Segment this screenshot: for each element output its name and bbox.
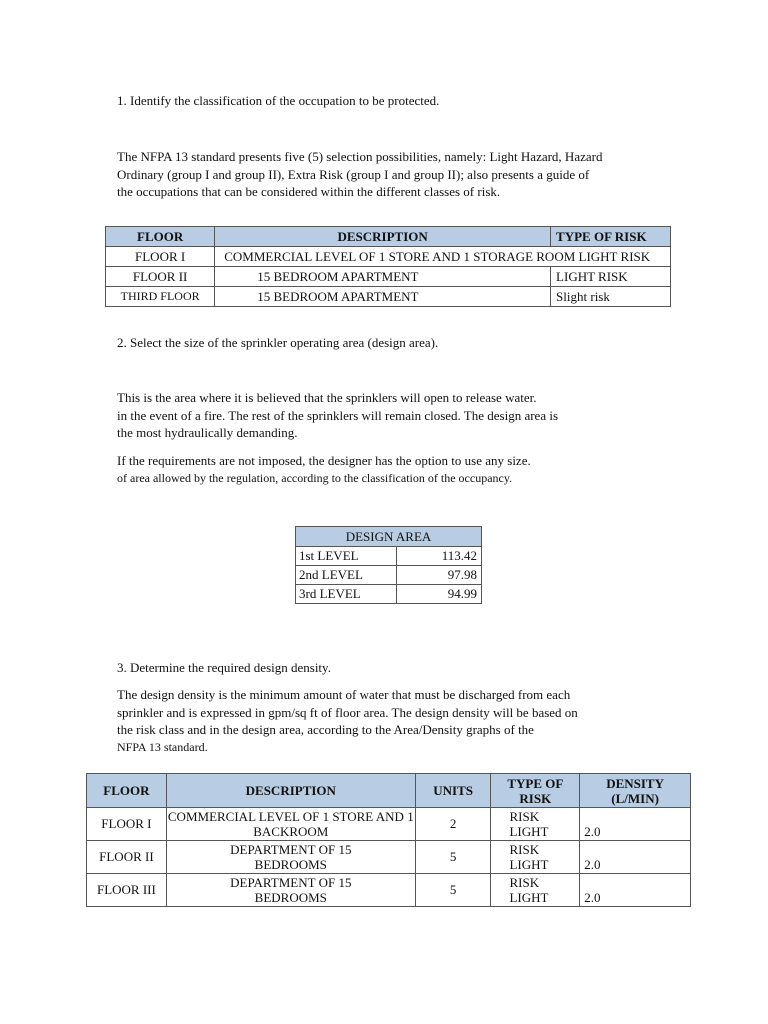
paragraph-line: the risk class and in the design area, according to the Area/Density graphs of the <box>117 722 534 737</box>
cell-units: 5 <box>415 874 491 907</box>
paragraph-line: in the event of a fire. The rest of the sprinklers will remain closed. The design area is <box>117 407 559 423</box>
cell-floor: FLOOR III <box>87 874 167 907</box>
cell-area: 94.99 <box>397 585 482 604</box>
header-density: DENSITY (L/MIN) <box>580 774 691 808</box>
section2-heading: 2. Select the size of the sprinkler operating area (design area). <box>117 335 439 350</box>
cell-units: 5 <box>415 841 491 874</box>
header-description: DESCRIPTION <box>166 774 415 808</box>
cell-description-risk: COMMERCIAL LEVEL OF 1 STORE AND 1 STORAGE ROOM LIGHT RISK <box>215 247 671 267</box>
cell-floor: FLOOR I <box>106 247 215 267</box>
design-density-table <box>86 773 691 907</box>
cell-floor: THIRD FLOOR <box>106 287 215 307</box>
table-row <box>296 547 482 566</box>
risk-classification-table <box>105 226 671 307</box>
paragraph-line: This is the area where it is believed that the sprinklers will open to release water. <box>117 390 537 405</box>
section1-heading: 1. Identify the classification of the occupation to be protected. <box>117 93 440 108</box>
paragraph-line: If the requirements are not imposed, the designer has the option to use any size. <box>117 453 531 468</box>
cell-risk: RISK LIGHT <box>491 874 580 907</box>
cell-density: 2.0 <box>580 874 691 907</box>
table-row <box>106 287 671 307</box>
header-floor: FLOOR <box>87 774 167 808</box>
paragraph-line: of area allowed by the regulation, according to the classification of the occupancy. <box>117 470 513 485</box>
table-row <box>106 247 671 267</box>
paragraph-line: The NFPA 13 standard presents five (5) selection possibilities, namely: Light Hazard, Hazard <box>117 149 603 164</box>
paragraph-line: the occupations that can be considered within the different classes of risk. <box>117 184 501 199</box>
cell-level: 1st LEVEL <box>296 547 397 566</box>
cell-density: 2.0 <box>580 808 691 841</box>
section2-paragraph-2 <box>117 452 531 487</box>
cell-level: 2nd LEVEL <box>296 566 397 585</box>
header-description: DESCRIPTION <box>215 227 551 247</box>
paragraph-line: The design density is the minimum amount of water that must be discharged from each <box>117 687 571 702</box>
table-row <box>106 267 671 287</box>
cell-density: 2.0 <box>580 841 691 874</box>
cell-risk: Slight risk <box>551 287 671 307</box>
cell-risk: RISK LIGHT <box>491 841 580 874</box>
cell-description: 15 BEDROOM APARTMENT <box>215 287 551 307</box>
cell-description: 15 BEDROOM APARTMENT <box>215 267 551 287</box>
design-area-table <box>295 526 482 604</box>
paragraph-line: sprinkler and is expressed in gpm/sq ft of floor area. The design density will be based on <box>117 704 578 720</box>
cell-area: 97.98 <box>397 566 482 585</box>
paragraph-line: the most hydraulically demanding. <box>117 425 298 440</box>
header-type-of-risk: TYPE OF RISK <box>551 227 671 247</box>
table-row <box>87 874 691 907</box>
cell-floor: FLOOR II <box>87 841 167 874</box>
table-row <box>296 585 482 604</box>
cell-floor: FLOOR I <box>87 808 167 841</box>
section3-paragraph <box>117 686 578 756</box>
cell-floor: FLOOR II <box>106 267 215 287</box>
table-row <box>87 841 691 874</box>
section3-heading: 3. Determine the required design density. <box>117 660 331 675</box>
cell-risk: LIGHT RISK <box>551 267 671 287</box>
cell-description: COMMERCIAL LEVEL OF 1 STORE AND 1 BACKROOM <box>167 809 414 839</box>
cell-description: DEPARTMENT OF 15 BEDROOMS <box>166 841 415 874</box>
section2-paragraph-1 <box>117 389 558 442</box>
section1-paragraph <box>117 148 602 201</box>
cell-risk: RISK LIGHT <box>491 808 580 841</box>
header-floor: FLOOR <box>106 227 215 247</box>
table-row <box>87 808 691 841</box>
paragraph-line: NFPA 13 standard. <box>117 739 208 754</box>
cell-area: 113.42 <box>397 547 482 566</box>
paragraph-line: Ordinary (group I and group II), Extra Risk (group I and group II); also presents a guide of <box>117 166 590 182</box>
table-row <box>296 566 482 585</box>
cell-description: DEPARTMENT OF 15 BEDROOMS <box>166 874 415 907</box>
header-type-of-risk: TYPE OF RISK <box>491 774 580 808</box>
cell-units: 2 <box>415 808 491 841</box>
header-units: UNITS <box>415 774 491 808</box>
design-area-header: DESIGN AREA <box>296 527 482 547</box>
cell-level: 3rd LEVEL <box>296 585 397 604</box>
